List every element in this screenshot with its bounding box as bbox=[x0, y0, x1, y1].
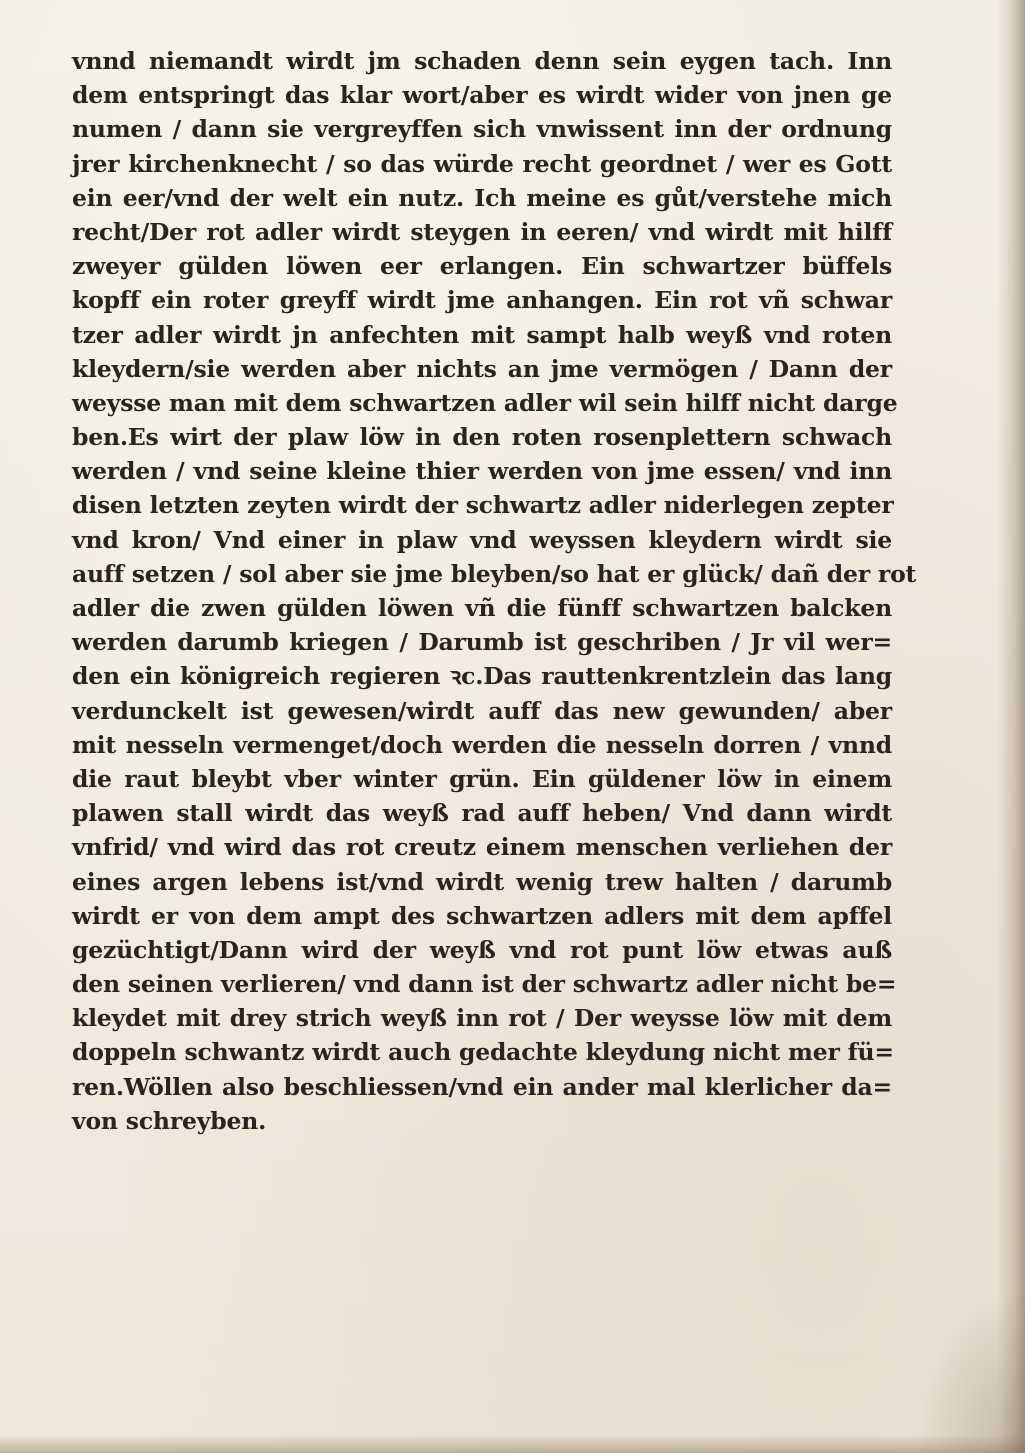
text-line: vnfrid/ vnd wird das rot creutz einem menschen verliehen der bbox=[72, 833, 892, 862]
page-edge-shadow bbox=[997, 0, 1025, 1453]
text-line: eines argen lebens ist/vnd wirdt wenig trew halten / darumb bbox=[72, 867, 892, 896]
text-line: plawen stall wirdt das weyß rad auff heben/ Vnd dann wirdt bbox=[72, 799, 892, 828]
text-line: werden / vnd seine kleine thier werden von jme essen/ vnd inn bbox=[72, 457, 892, 486]
text-line: kopff ein roter greyff wirdt jme anhangen. Ein rot vñ schwar bbox=[72, 286, 892, 315]
text-line: kleydet mit drey strich weyß inn rot / Der weysse löw mit dem bbox=[72, 1004, 892, 1033]
text-line: numen / dann sie vergreyffen sich vnwissent inn der ordnung bbox=[72, 115, 892, 144]
text-line: wirdt er von dem ampt des schwartzen adlers mit dem apffel bbox=[72, 901, 892, 930]
text-line: adler die zwen gülden löwen vñ die fünff schwartzen balcken bbox=[72, 594, 892, 622]
text-line: weysse man mit dem schwartzen adler wil sein hilff nicht darge bbox=[72, 388, 898, 417]
text-line: mit nesseln vermenget/doch werden die nesseln dorren / vnnd bbox=[72, 730, 892, 759]
text-line: den ein königreich regieren ꝛc.Das rauttenkrentzlein das lang bbox=[72, 662, 892, 691]
text-line: jrer kirchenknecht / so das würde recht geordnet / wer es Gott bbox=[72, 149, 892, 178]
body-text bbox=[72, 44, 917, 1138]
text-line: doppeln schwantz wirdt auch gedachte kleydung nicht mer fü= bbox=[72, 1038, 894, 1067]
text-line: tzer adler wirdt jn anfechten mit sampt halb weyß vnd roten bbox=[72, 320, 892, 349]
text-line: zweyer gülden löwen eer erlangen. Ein schwartzer büffels bbox=[72, 252, 892, 281]
text-line: gezüchtigt/Dann wird der weyß vnd rot punt löw etwas auß bbox=[72, 935, 892, 964]
text-line: dem entspringt das klar wort/aber es wirdt wider von jnen ge bbox=[72, 81, 892, 110]
text-line: disen letzten zeyten wirdt der schwartz adler niderlegen zepter bbox=[72, 491, 894, 520]
text-line: von schreyben. bbox=[72, 1106, 267, 1135]
text-line: den seinen verlieren/ vnd dann ist der schwartz adler nicht be= bbox=[72, 970, 897, 999]
text-line: die raut bleybt vber winter grün. Ein güldener löw in einem bbox=[72, 764, 892, 793]
text-line: auff setzen / sol aber sie jme bleyben/so hat er glück/ dañ der rot bbox=[72, 559, 917, 588]
text-line: kleydern/sie werden aber nichts an jme vermögen / Dann der bbox=[72, 354, 892, 383]
page-bottom-shadow bbox=[0, 1435, 1025, 1453]
text-line: ben.Es wirt der plaw löw in den roten rosenplettern schwach bbox=[72, 423, 892, 452]
text-line: ren.Wöllen also beschliessen/vnd ein ander mal klerlicher da= bbox=[72, 1072, 892, 1101]
worn-corner bbox=[915, 1283, 1025, 1453]
text-line: werden darumb kriegen / Darumb ist geschriben / Jr vil wer= bbox=[72, 628, 892, 657]
text-line: ein eer/vnd der welt ein nutz. Ich meine es gůt/verstehe mich bbox=[72, 183, 892, 212]
text-line: recht/Der rot adler wirdt steygen in eeren/ vnd wirdt mit hilff bbox=[72, 217, 892, 246]
text-line: verdunckelt ist gewesen/wirdt auff das new gewunden/ aber bbox=[72, 696, 892, 725]
text-line: vnnd niemandt wirdt jm schaden denn sein eygen tach. Inn bbox=[72, 47, 892, 75]
text-line: vnd kron/ Vnd einer in plaw vnd weyssen kleydern wirdt sie bbox=[72, 525, 892, 554]
